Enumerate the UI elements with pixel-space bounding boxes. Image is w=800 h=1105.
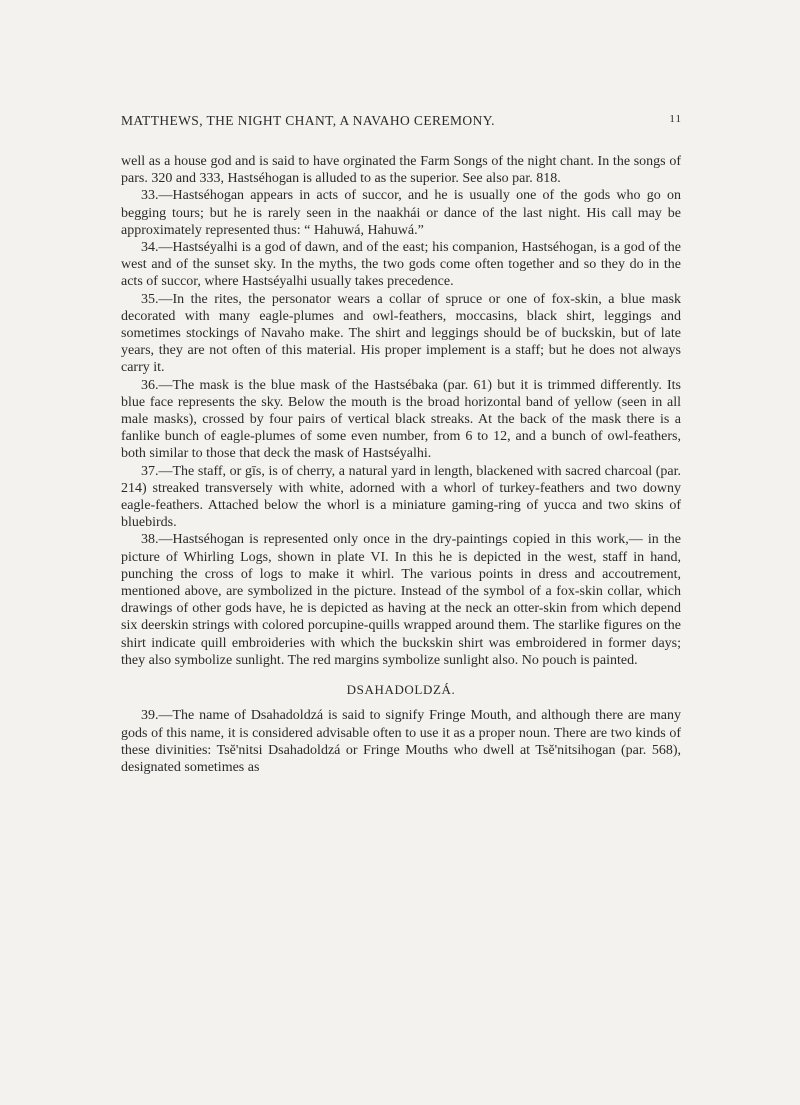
page-number: 11 — [669, 113, 682, 125]
body-text — [121, 153, 681, 776]
running-head: MATTHEWS, THE NIGHT CHANT, A NAVAHO CEREMONY. — [121, 113, 495, 128]
paragraph-36: 36.—The mask is the blue mask of the Hastsébaka (par. 61) but it is trimmed differently. Its blue face represents the sky. Below the mouth is the broad horizontal band of yellow (seen in all male masks), crossed by four pairs of vertical black streaks. At the back of the mask there is a fanlike bunch of eagle-plumes of some even number, from 6 to 12, and a bunch of owl-feathers, both similar to those that deck the mask of Hastséyalhi. — [121, 377, 681, 462]
paragraph-continued: well as a house god and is said to have orginated the Farm Songs of the night chant. In the songs of pars. 320 and 333, Hastséhogan is alluded to as the superior. See also par. 818. — [121, 154, 681, 187]
paragraph-34: 34.—Hastséyalhi is a god of dawn, and of the east; his companion, Hastséhogan, is a god of the west and of the sunset sky. In the myths, the two gods come often together and so they do in the acts of succor, where Hastséyalhi usually takes precedence. — [121, 240, 681, 290]
paragraph-38: 38.—Hastséhogan is represented only once in the dry-paintings copied in this work,— in the picture of Whirling Logs, shown in plate VI. In this he is depicted in the west, staff in hand, punching the cross of logs to make it whirl. The various points in dress and accoutrement, mentioned above, are symbolized in the picture. Instead of the symbol of a fox-skin collar, which drawings of other gods have, he is depicted as having at the neck an otter-skin from which depend six deerskin strings with colored porcupine-quills wrapped around them. The starlike figures on the shirt indicate quill embroideries with which the buckskin shirt was embroidered in former days; they also symbolize sunlight. The red margins symbolize sunlight also. No pouch is painted. — [121, 532, 681, 668]
paragraph-33: 33.—Hastséhogan appears in acts of succor, and he is usually one of the gods who go on begging tours; but he is rarely seen in the naakhái or dance of the last night. His call may be approximately represented thus: “ Hahuwá, Hahuwá.” — [121, 188, 681, 238]
paragraph-35: 35.—In the rites, the personator wears a collar of spruce or one of fox-skin, a blue mask decorated with many eagle-plumes and owl-feathers, moccasins, black shirt, leggings and sometimes stockings of Navaho make. The shirt and leggings should be of buckskin, but of late years, they are not often of this material. His proper implement is a staff; but he does not always carry it. — [121, 291, 681, 376]
section-heading: DSAHADOLDZÁ. — [346, 682, 456, 698]
paragraph-37: 37.—The staff, or gīs, is of cherry, a natural yard in length, blackened with sacred charcoal (par. 214) streaked transversely with white, adorned with a whorl of turkey-feathers and two downy eagle-feathers. Attached below the whorl is a miniature gaming-ring of yucca and two skins of bluebirds. — [121, 463, 681, 531]
page-header — [121, 113, 682, 133]
paragraph-39: 39.—The name of Dsahadoldzá is said to signify Fringe Mouth, and although there are many gods of this name, it is considered advisable often to use it as a proper noun. There are two kinds of these divinities: Tsĕ'nitsi Dsahadoldzá or Fringe Mouths who dwell at Tsĕ'nitsihogan (par. 568), designated sometimes as — [121, 708, 681, 775]
